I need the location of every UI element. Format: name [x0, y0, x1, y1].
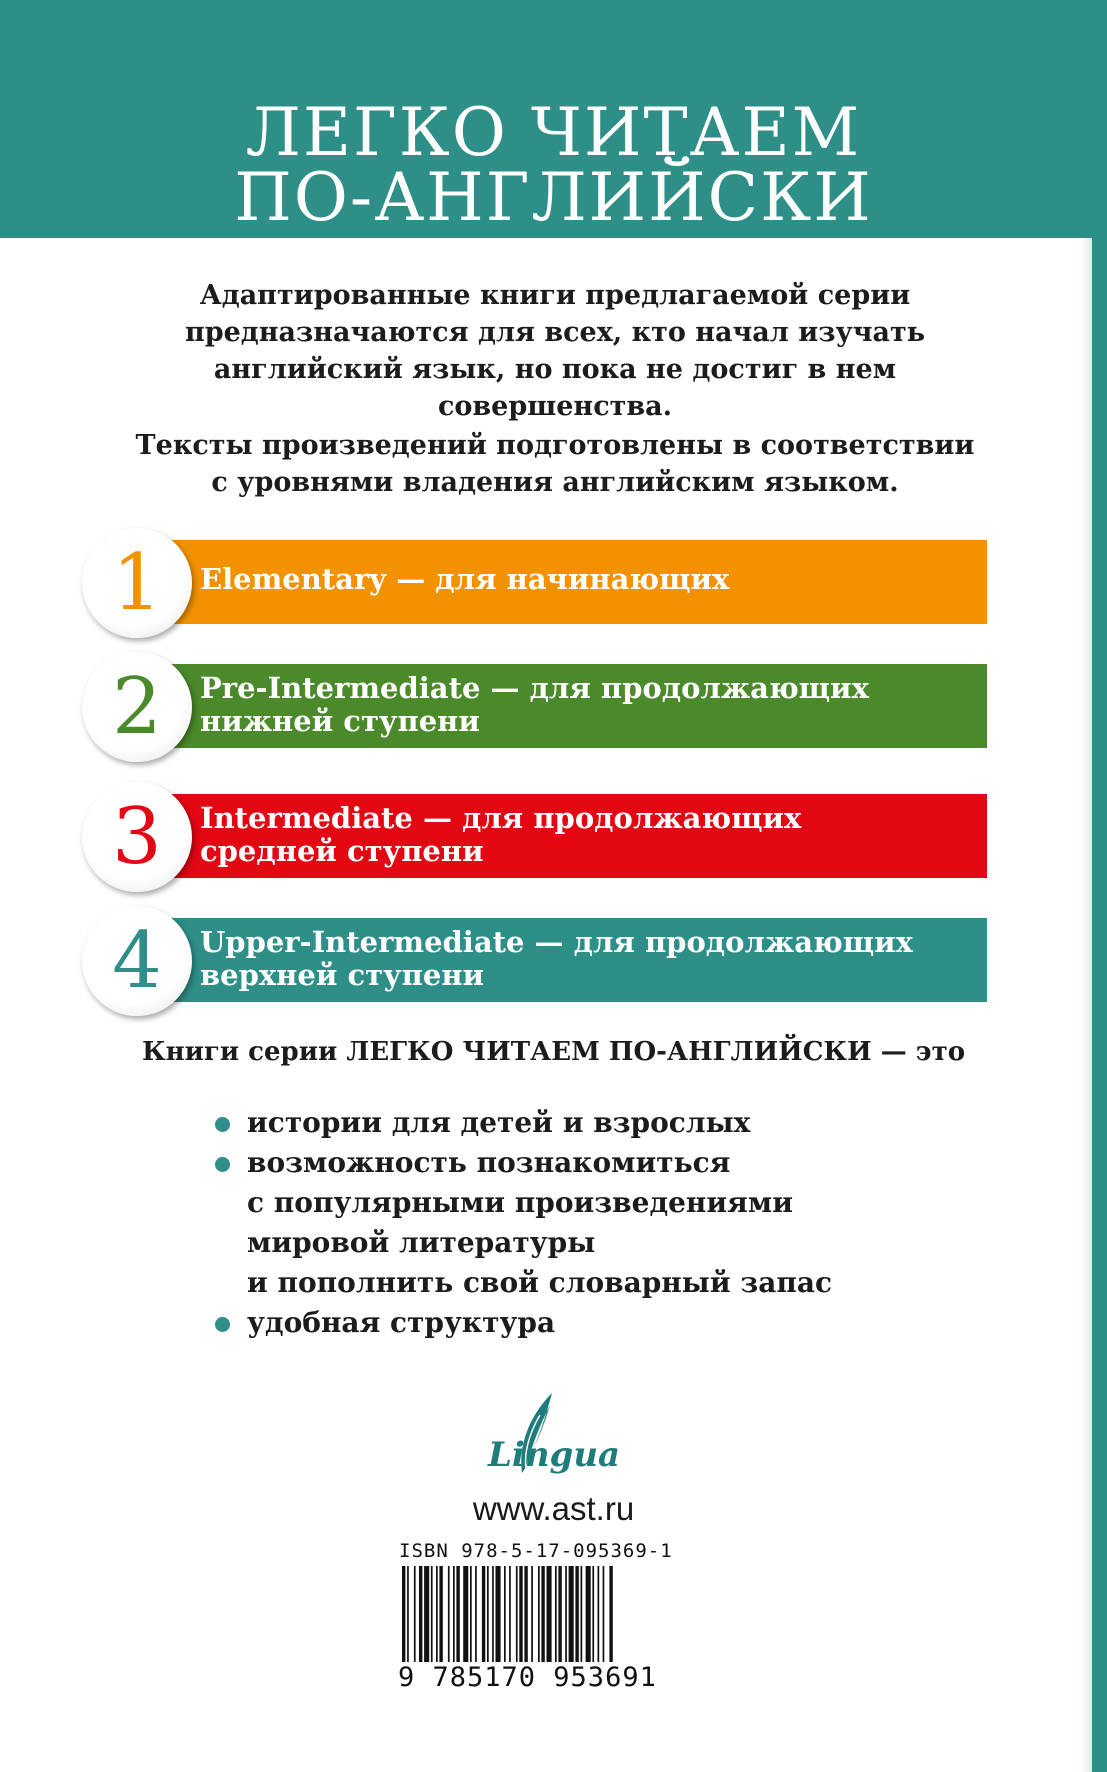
- barcode-bar: [586, 1566, 591, 1662]
- barcode-bar: [436, 1566, 438, 1662]
- level-number-badge-4: 4: [82, 906, 192, 1016]
- barcode-bar: [531, 1566, 533, 1662]
- feature-item: [215, 1303, 975, 1343]
- barcode-bar: [439, 1566, 442, 1662]
- barcode-bar: [547, 1566, 552, 1662]
- barcode-bar: [541, 1566, 544, 1662]
- level-line: Pre-Intermediate — для продолжающих: [200, 671, 869, 705]
- barcode-bar: [470, 1566, 472, 1662]
- barcode-bar: [569, 1566, 574, 1662]
- barcode-bar: [524, 1566, 527, 1662]
- website-url[interactable]: www.ast.ru: [472, 1490, 635, 1527]
- barcode-bar: [448, 1566, 450, 1662]
- feature-line: истории для детей и взрослых: [247, 1106, 751, 1139]
- barcode-bar: [424, 1566, 429, 1662]
- barcode-bar: [419, 1566, 422, 1662]
- barcode-bar: [519, 1566, 522, 1662]
- barcode-bar: [575, 1566, 578, 1662]
- barcode-bar: [402, 1566, 405, 1662]
- level-number-badge-1: 1: [82, 528, 192, 638]
- intro-line: Адаптированные книги предлагаемой серии: [199, 280, 911, 311]
- barcode-bar: [555, 1566, 557, 1662]
- series-title-line2: ПО-АНГЛИЙСКИ: [234, 159, 873, 236]
- barcode-bar: [509, 1566, 511, 1662]
- barcode-bar: [538, 1566, 540, 1662]
- barcode-bar: [431, 1566, 433, 1662]
- barcode-bar: [487, 1566, 489, 1662]
- level-number-badge-2: 2: [82, 652, 192, 762]
- intro-line: с уровнями владения английским языком.: [211, 467, 899, 498]
- feature-line: удобная структура: [247, 1306, 556, 1339]
- feature-list: [215, 1103, 975, 1343]
- barcode-bar: [603, 1566, 605, 1662]
- barcode-bar: [492, 1566, 494, 1662]
- series-title-line1: ЛЕГКО ЧИТАЕМ: [245, 94, 862, 171]
- barcode-bar: [516, 1566, 518, 1662]
- feature-line: и пополнить свой словарный запас: [247, 1266, 833, 1299]
- feature-item: [215, 1143, 975, 1303]
- barcode-bar: [609, 1566, 612, 1662]
- level-text: [200, 802, 970, 868]
- header-banner: [0, 0, 1107, 238]
- intro-paragraph-2: [60, 427, 1050, 501]
- intro-line: совершенства.: [437, 391, 673, 422]
- level-text: [200, 672, 970, 738]
- feature-line: мировой литературы: [247, 1226, 596, 1259]
- isbn-number: ISBN 978-5-17-095369-1: [399, 1540, 673, 1562]
- barcode-bar: [565, 1566, 567, 1662]
- intro-line: Тексты произведений подготовлены в соответствии: [135, 430, 975, 461]
- level-line: верхней ступени: [200, 958, 485, 992]
- barcode-bar: [456, 1566, 459, 1662]
- level-number-badge-3: 3: [82, 782, 192, 892]
- barcode-bar: [414, 1566, 416, 1662]
- feature-item: [215, 1103, 975, 1143]
- bullet-dot-icon: [215, 1117, 230, 1132]
- feature-line: возможность познакомиться: [247, 1146, 731, 1179]
- barcode-bar: [496, 1566, 501, 1662]
- level-line: средней ступени: [200, 834, 484, 868]
- barcode-bar: [598, 1566, 600, 1662]
- level-text: [200, 563, 970, 596]
- barcode-bar: [482, 1566, 485, 1662]
- barcode-bar: [463, 1566, 468, 1662]
- level-line: Upper-Intermediate — для продолжающих: [200, 925, 913, 959]
- level-bar-elementary: [120, 540, 987, 624]
- spine-strip: [1092, 238, 1107, 1772]
- barcode-bar: [453, 1566, 455, 1662]
- intro-line: предназначаются для всех, кто начал изучать: [184, 317, 926, 348]
- level-bar-pre-intermediate: [120, 664, 987, 748]
- barcode-bar: [504, 1566, 506, 1662]
- publisher-logo: [470, 1385, 621, 1485]
- intro-paragraph-1: [60, 277, 1050, 425]
- level-line: Intermediate — для продолжающих: [200, 801, 802, 835]
- barcode-bar: [558, 1566, 561, 1662]
- spine-shade: [1081, 238, 1092, 1772]
- level-bar-upper-intermediate: [120, 918, 987, 1002]
- series-lead-text: Книги серии ЛЕГКО ЧИТАЕМ ПО-АНГЛИЙСКИ — это: [141, 1037, 966, 1067]
- barcode-bar: [407, 1566, 409, 1662]
- level-text: [200, 926, 970, 992]
- barcode-bar: [581, 1566, 583, 1662]
- barcode-bar: [475, 1566, 477, 1662]
- logo-text: Lingua: [488, 1435, 621, 1475]
- bullet-dot-icon: [215, 1317, 230, 1332]
- level-line: нижней ступени: [200, 704, 480, 738]
- level-line: Elementary — для начинающих: [200, 562, 730, 596]
- bullet-dot-icon: [215, 1157, 230, 1172]
- intro-line: английский язык, но пока не достиг в нем: [213, 354, 897, 385]
- barcode-bar: [592, 1566, 594, 1662]
- level-bar-intermediate: [120, 794, 987, 878]
- barcode-digits: 9 785170 953691: [398, 1662, 657, 1693]
- feature-line: с популярными произведениями: [247, 1186, 793, 1219]
